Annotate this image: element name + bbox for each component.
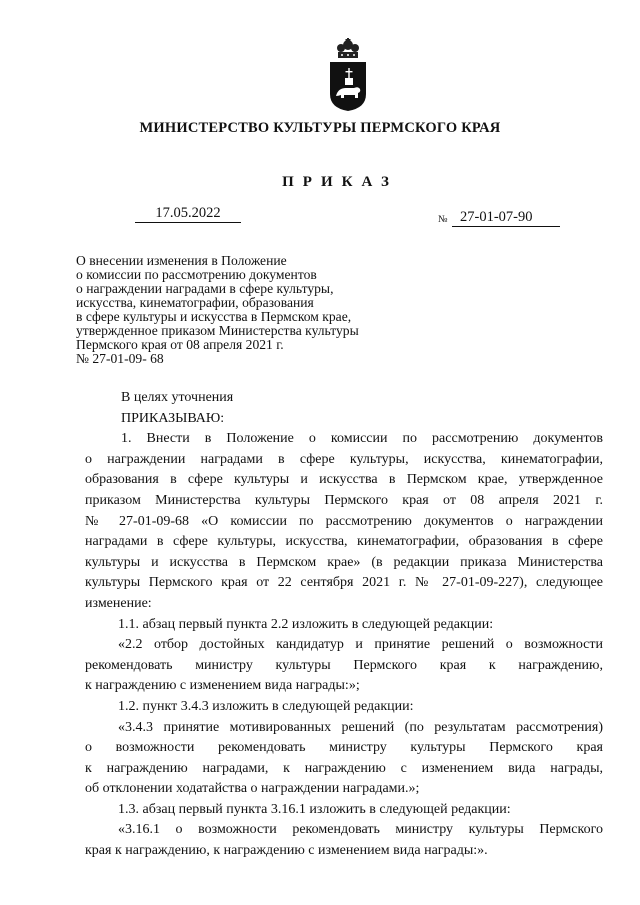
book-icon [345,78,353,85]
subject-line: Пермского края от 08 апреля 2021 г. [76,337,284,352]
body-line: об отклонении ходатайства о награждении наградами.»; [85,781,420,797]
body-line: «3.4.3 принятие мотивированных решений (по результатам рассмотрения) [118,719,603,735]
body-line: о возможности рекомендовать министру культуры Пермского края [85,740,603,756]
command-word: ПРИКАЗЫВАЮ: [121,410,225,426]
body-line: 1.3. абзац первый пункта 3.16.1 изложить в следующей редакции: [118,801,511,817]
body-line: культуры и искусства в Пермском крае» (в редакции приказа Министерства [85,554,603,570]
body-line: 1.1. абзац первый пункта 2.2 изложить в следующей редакции: [118,616,494,632]
subject-line: искусства, кинематографии, образования [76,295,314,310]
order-number: 27-01-07-90 [452,209,560,227]
number-label: № [438,214,448,225]
body-line: приказом Министерства культуры Пермского края от 08 апреля 2021 г. [85,492,603,508]
body-line: рекомендовать министру культуры Пермского края к награждению, [85,657,603,673]
body-line: «3.16.1 о возможности рекомендовать министру культуры Пермского [118,822,603,838]
subject-line: О внесении изменения в Положение [76,253,287,268]
subject-line: о комиссии по рассмотрению документов [76,267,317,282]
body-line: края к награждению, к награждению с изменением вида награды:». [85,843,488,859]
body-line: изменение: [85,595,152,611]
body-line: образования в сфере культуры и искусства в Пермском крае, утвержденное [85,472,603,488]
document-type: ПРИКАЗ [282,174,398,190]
body-line: культуры Пермского края от 22 сентября 2021 г. № 27-01-09-227), следующее [85,575,603,591]
body-line: «2.2 отбор достойных кандидатур и принятие решений о возможности [118,637,603,653]
shield-icon [330,62,366,111]
subject-line: в сфере культуры и искусства в Пермском крае, [76,309,352,324]
subject-line: о награждении наградами в сфере культуры, [76,281,334,296]
order-body [85,388,603,862]
perm-krai-coat-of-arms-icon [326,38,370,112]
order-subject [76,254,406,366]
order-date: 17.05.2022 [135,205,241,223]
body-line: наградами в сфере культуры, искусства, кинематографии, образования в сфере [85,534,603,550]
ministry-title: МИНИСТЕРСТВО КУЛЬТУРЫ ПЕРМСКОГО КРАЯ [139,120,501,136]
crown-icon [337,38,359,58]
body-line: о награждении наградами в сфере культуры, искусства, кинематографии, [85,451,603,467]
body-line: к награждению с изменением вида награды:»; [85,678,360,694]
subject-line: утвержденное приказом Министерства культуры [76,323,359,338]
body-line: № 27-01-09-68 «О комиссии по рассмотрению документов о награждении [85,513,603,529]
body-line: 1. Внести в Положение о комиссии по рассмотрению документов [121,431,603,447]
subject-line: № 27-01-09- 68 [76,351,164,366]
body-line: к награждению наградами, к награждению с изменением вида награды, [85,760,603,776]
preamble-line: В целях уточнения [121,390,234,405]
body-line: 1.2. пункт 3.4.3 изложить в следующей редакции: [118,698,414,714]
